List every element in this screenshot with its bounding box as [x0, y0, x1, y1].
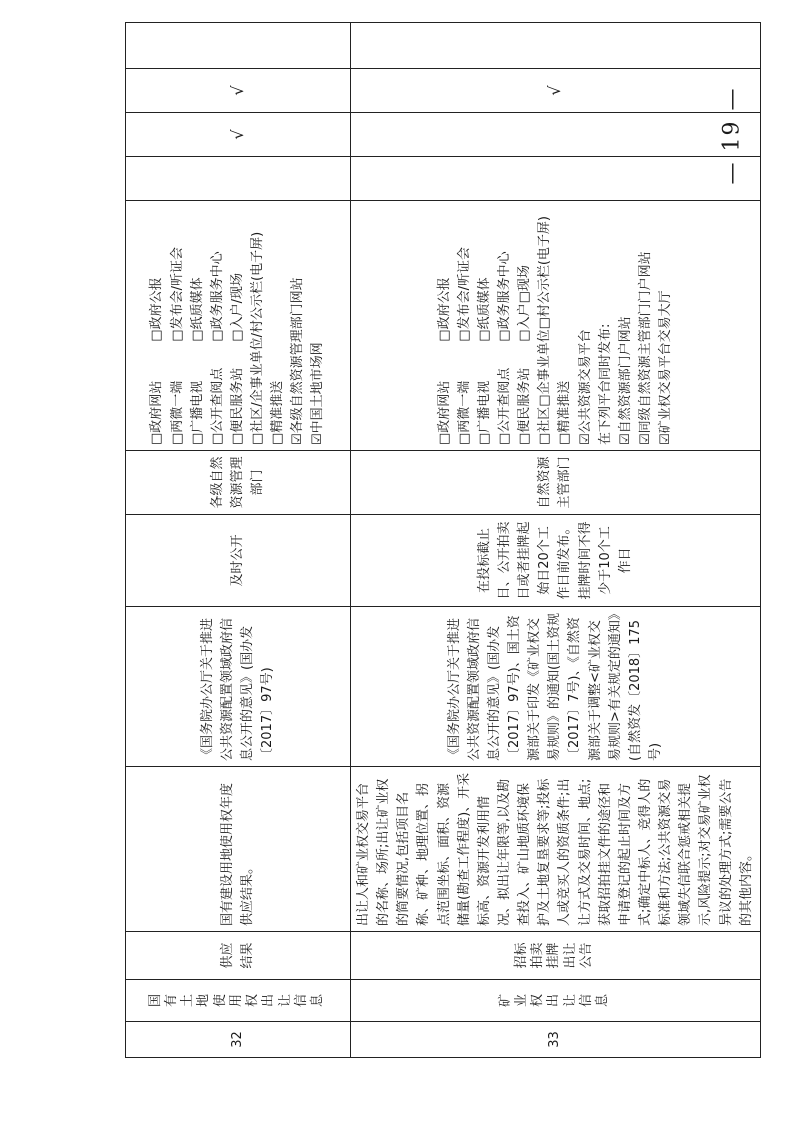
time-text: 在投标截止日、公开拍卖日或者挂牌起始日20个工作日前发布。挂牌时间不得少于10个工作日	[476, 521, 633, 600]
time-cell	[351, 515, 761, 607]
category-cell	[351, 980, 761, 1022]
category-text: 矿业权出让信息	[497, 994, 611, 1008]
channel-option: □入户□现场	[517, 265, 533, 342]
level-county-cell: √	[351, 69, 761, 113]
channel-option: □精准推送	[557, 380, 573, 445]
time-text: 及时公开	[229, 534, 245, 587]
channel-option: ☑各级自然资源管理部门网站	[290, 277, 306, 445]
row-number: 32	[126, 1022, 351, 1058]
channel-option: □两微一端	[169, 380, 185, 445]
channel-option: 在下列平台同时发布:	[597, 323, 613, 445]
disclosure-table	[125, 22, 761, 1058]
channel-option: □两微一端	[456, 380, 472, 445]
channel-option: ☑中国土地市场网	[310, 342, 326, 445]
basis-text: 《国务院办公厅关于推进公共资源配置领域政府信息公开的意见》(国办发〔2017〕97号)、国土资源部关于印发《矿业权交易规则》的通知(国土资规〔2017〕7号)、《自然资源部关于调整<矿业权交易规则>有关规定的通知》(自然资发〔2018〕175号)	[446, 612, 664, 761]
channel-option: ☑公共资源交易平台	[577, 329, 593, 445]
content-cell	[351, 767, 761, 932]
scope-specific-cell: √	[126, 113, 351, 157]
subject-cell	[351, 451, 761, 515]
channel-option: □社区□企事业单位□村公示栏(电子屏)	[537, 216, 553, 445]
channel-option: □广播电视	[189, 380, 205, 445]
channel-option: □政府公报	[149, 277, 165, 342]
scope-all-cell	[351, 157, 761, 201]
channel-option: □广播电视	[476, 380, 492, 445]
channel-option: □便民服务站	[517, 367, 533, 445]
channel-option: □发布会/听证会	[456, 247, 472, 342]
channel-option: ☑矿业权交易平台交易大厅	[658, 290, 674, 445]
page-number-text: — 19 —	[719, 86, 745, 184]
level-town-cell	[351, 23, 761, 69]
channel-option: ☑自然资源部门户网站	[617, 316, 633, 445]
channel-option: □公开查阅点	[496, 367, 512, 445]
table-row	[351, 23, 761, 1058]
item-cell	[126, 932, 351, 980]
channel-option: □政务服务中心	[209, 251, 225, 342]
basis-text: 《国务院办公厅关于推进公共资源配置领域政府信息公开的意见》(国办发〔2017〕97号)	[199, 617, 276, 761]
time-cell	[126, 515, 351, 607]
basis-cell	[126, 607, 351, 767]
subject-cell	[126, 451, 351, 515]
content-cell	[126, 767, 351, 932]
level-county-cell: √	[126, 69, 351, 113]
channel-option: □政府公报	[436, 277, 452, 342]
channel-option: □社区/企事业单位/村公示栏(电子屏)	[250, 231, 266, 445]
category-cell	[126, 980, 351, 1022]
channel-option: □公开查阅点	[209, 367, 225, 445]
channel-option: □发布会/听证会	[169, 247, 185, 342]
table-row	[126, 23, 351, 1058]
subject-text: 各级自然资源管理部门	[209, 456, 266, 509]
channel-option: □政务服务中心	[496, 251, 512, 342]
level-town-cell	[126, 23, 351, 69]
channel-option: □纸质媒体	[189, 277, 205, 342]
content-text: 国有建设用地使用权年度供应结果。	[219, 782, 255, 926]
subject-text: 自然资源主管部门	[537, 456, 573, 509]
channels-cell	[126, 201, 351, 451]
row-number: 33	[351, 1022, 761, 1058]
scope-specific-cell	[351, 113, 761, 157]
channel-option: □政府网站	[436, 380, 452, 445]
channel-option: □便民服务站	[229, 367, 245, 445]
channel-option: □精准推送	[270, 380, 286, 445]
channel-option: ☑同级自然资源主管部门门户网站	[637, 251, 653, 445]
scope-all-cell	[126, 157, 351, 201]
item-text: 招标拍卖挂牌出让公告	[513, 942, 594, 969]
item-text: 供应结果	[219, 942, 255, 969]
channel-option: □入户/现场	[229, 273, 245, 342]
category-text: 国有土地使用权出让信息	[147, 994, 326, 1008]
channels-cell	[351, 201, 761, 451]
basis-cell	[351, 607, 761, 767]
channel-option: □政府网站	[149, 380, 165, 445]
content-text: 出让人和矿业权交易平台的名称、场所;出让矿业权的简要情况,包括项目名称、矿种、地理位置、拐点范围坐标、面积、资源储量(勘查工作程度)、开采标高、资源开发利用情况、拟出让年限等,以及勘查投入、矿山地质环境保护及土地复垦要求等;投标人或竞买人的资质条件;出让方式及交易时间、地点;获取招拍挂文件的途径和申请登记的起止时间及方式;确定中标人、竞得人的标准和方法;公共资源交易领域失信联合惩戒相关提示,风险提示;对交易矿业权异议的处理方式;需要公告的其他内容。	[356, 772, 754, 926]
channel-option: □纸质媒体	[476, 277, 492, 342]
item-cell	[351, 932, 761, 980]
